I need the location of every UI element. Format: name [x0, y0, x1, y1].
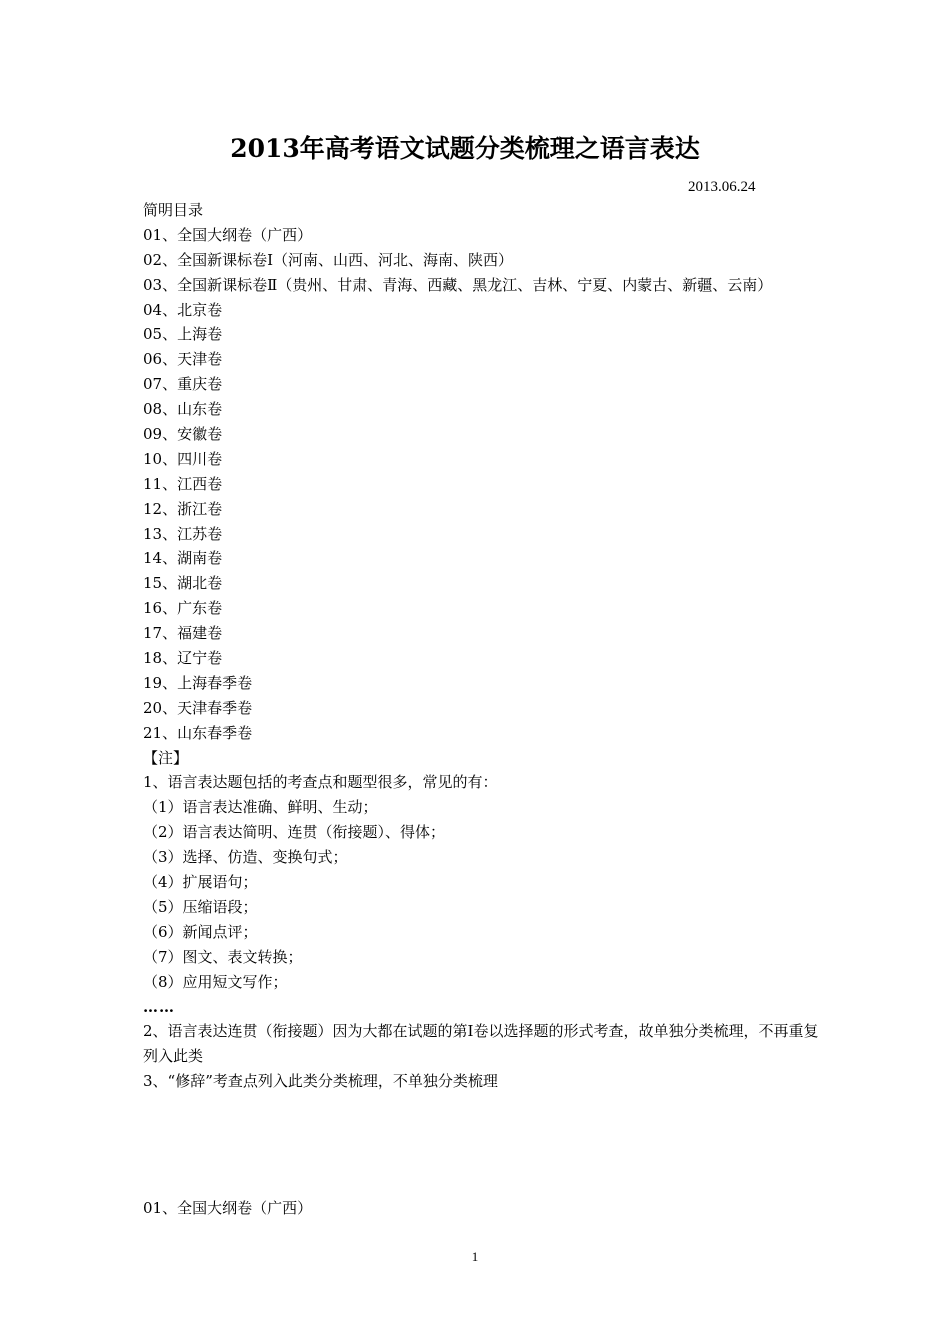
toc-heading: 简明目录 — [143, 201, 204, 219]
toc-item-17: 17、福建卷 — [143, 624, 223, 643]
toc-item-12: 12、浙江卷 — [143, 499, 223, 518]
note-3: 3、“修辞”考查点列入此类分类梳理，不单独分类梳理 — [143, 1072, 498, 1091]
toc-item-14: 14、湖南卷 — [143, 549, 223, 568]
toc-item-13: 13、江苏卷 — [143, 524, 223, 543]
toc-item-04: 04、北京卷 — [143, 300, 223, 319]
note-1-item: （5）压缩语段； — [143, 897, 258, 916]
toc-item-08: 08、山东卷 — [143, 400, 223, 419]
note-1-item: （8）应用短文写作； — [143, 972, 288, 991]
toc-item-09: 09、安徽卷 — [143, 425, 223, 444]
toc-item-11: 11、江西卷 — [143, 474, 223, 493]
toc-item-15: 15、湖北卷 — [143, 574, 223, 593]
toc-item-20: 20、天津春季卷 — [143, 698, 253, 717]
toc-item-02: 02、全国新课标卷Ⅰ（河南、山西、河北、海南、陕西） — [143, 250, 514, 269]
note-1: 1、语言表达题包括的考查点和题型很多，常见的有： — [143, 773, 498, 792]
toc-item-05: 05、上海卷 — [143, 325, 223, 344]
document-date: 2013.06.24 — [688, 179, 756, 195]
note-1-item: （1）语言表达准确、鲜明、生动； — [143, 798, 378, 817]
toc-item-21: 21、山东春季卷 — [143, 723, 253, 742]
toc-item-18: 18、辽宁卷 — [143, 649, 223, 668]
note-1-list — [143, 795, 823, 994]
toc-item-03: 03、全国新课标卷Ⅱ（贵州、甘肃、青海、西藏、黑龙江、吉林、宁夏、内蒙古、新疆、云南） — [143, 275, 773, 294]
note-1-item: （4）扩展语句； — [143, 873, 258, 892]
toc-item-19: 19、上海春季卷 — [143, 673, 253, 692]
note-1-item: （3）选择、仿造、变换句式； — [143, 848, 348, 867]
section-heading: 01、全国大纲卷（广西） — [143, 1199, 313, 1217]
ellipsis: …… — [143, 997, 175, 1016]
page-number: 1 — [471, 1249, 479, 1264]
document-title: 2013年高考语文试题分类梳理之语言表达 — [230, 134, 700, 163]
note-1-item: （6）新闻点评； — [143, 922, 258, 941]
note-2: 2、语言表达连贯（衔接题）因为大都在试题的第Ⅰ卷以选择题的形式考查，故单独分类梳理，不再重复列入此类 — [143, 1022, 819, 1066]
toc-item-06: 06、天津卷 — [143, 350, 223, 369]
toc-item-07: 07、重庆卷 — [143, 375, 223, 394]
note-1-item: （7）图文、表文转换； — [143, 947, 303, 966]
note-1-item: （2）语言表达简明、连贯（衔接题）、得体； — [143, 823, 446, 842]
toc-item-10: 10、四川卷 — [143, 449, 223, 468]
note-heading: 【注】 — [143, 748, 189, 767]
toc-item-01: 01、全国大纲卷（广西） — [143, 225, 313, 244]
document-body — [143, 198, 823, 1094]
toc-list — [143, 223, 823, 746]
toc-item-16: 16、广东卷 — [143, 599, 223, 618]
